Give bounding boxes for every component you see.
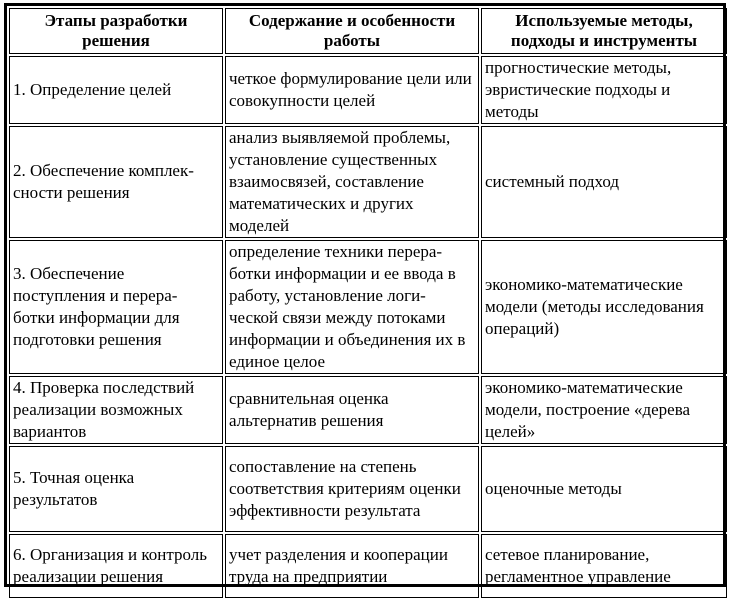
stage-cell: 5. Точная оценка результатов — [9, 446, 223, 532]
methods-cell: экономико-математические модели (методы исследования операций) — [481, 240, 727, 374]
methods-cell: сетевое планирование, регламентное управление — [481, 534, 727, 598]
decision-stages-table — [7, 6, 729, 600]
table-header-row — [9, 8, 727, 54]
table-row — [9, 56, 727, 124]
stage-cell: 3. Обеспечение поступления и перера- ботки информации для подготовки решения — [9, 240, 223, 374]
table-row — [9, 240, 727, 374]
stage-cell: 2. Обеспечение комплек- сности решения — [9, 126, 223, 238]
header-methods: Используемые методы, подходы и инструменты — [481, 8, 727, 54]
stage-cell: 4. Проверка последствий реализации возможных вариантов — [9, 376, 223, 444]
header-content: Содержание и особенности работы — [225, 8, 479, 54]
methods-cell: прогностические методы, эвристические подходы и методы — [481, 56, 727, 124]
stage-cell: 6. Организация и контроль реализации решения — [9, 534, 223, 598]
table-row — [9, 376, 727, 444]
methods-cell: экономико-математические модели, построение «дерева целей» — [481, 376, 727, 444]
content-cell: сравнительная оценка альтернатив решения — [225, 376, 479, 444]
table-row — [9, 534, 727, 598]
methods-cell: оценочные методы — [481, 446, 727, 532]
decision-stages-table-frame — [4, 3, 726, 587]
content-cell: анализ выявляемой проблемы, установление существенных взаимосвязей, составление математических и других моделей — [225, 126, 479, 238]
content-cell: сопоставление на степень соответствия критериям оценки эффективности результата — [225, 446, 479, 532]
table-row — [9, 446, 727, 532]
content-cell: учет разделения и кооперации труда на предприятии — [225, 534, 479, 598]
content-cell: определение техники перера- ботки информации и ее ввода в работу, установление логи- ческой связи между потоками информации и объединения их в единое целое — [225, 240, 479, 374]
table-row — [9, 126, 727, 238]
content-cell: четкое формулирование цели или совокупности целей — [225, 56, 479, 124]
header-stages: Этапы разработки решения — [9, 8, 223, 54]
stage-cell: 1. Определение целей — [9, 56, 223, 124]
methods-cell: системный подход — [481, 126, 727, 238]
